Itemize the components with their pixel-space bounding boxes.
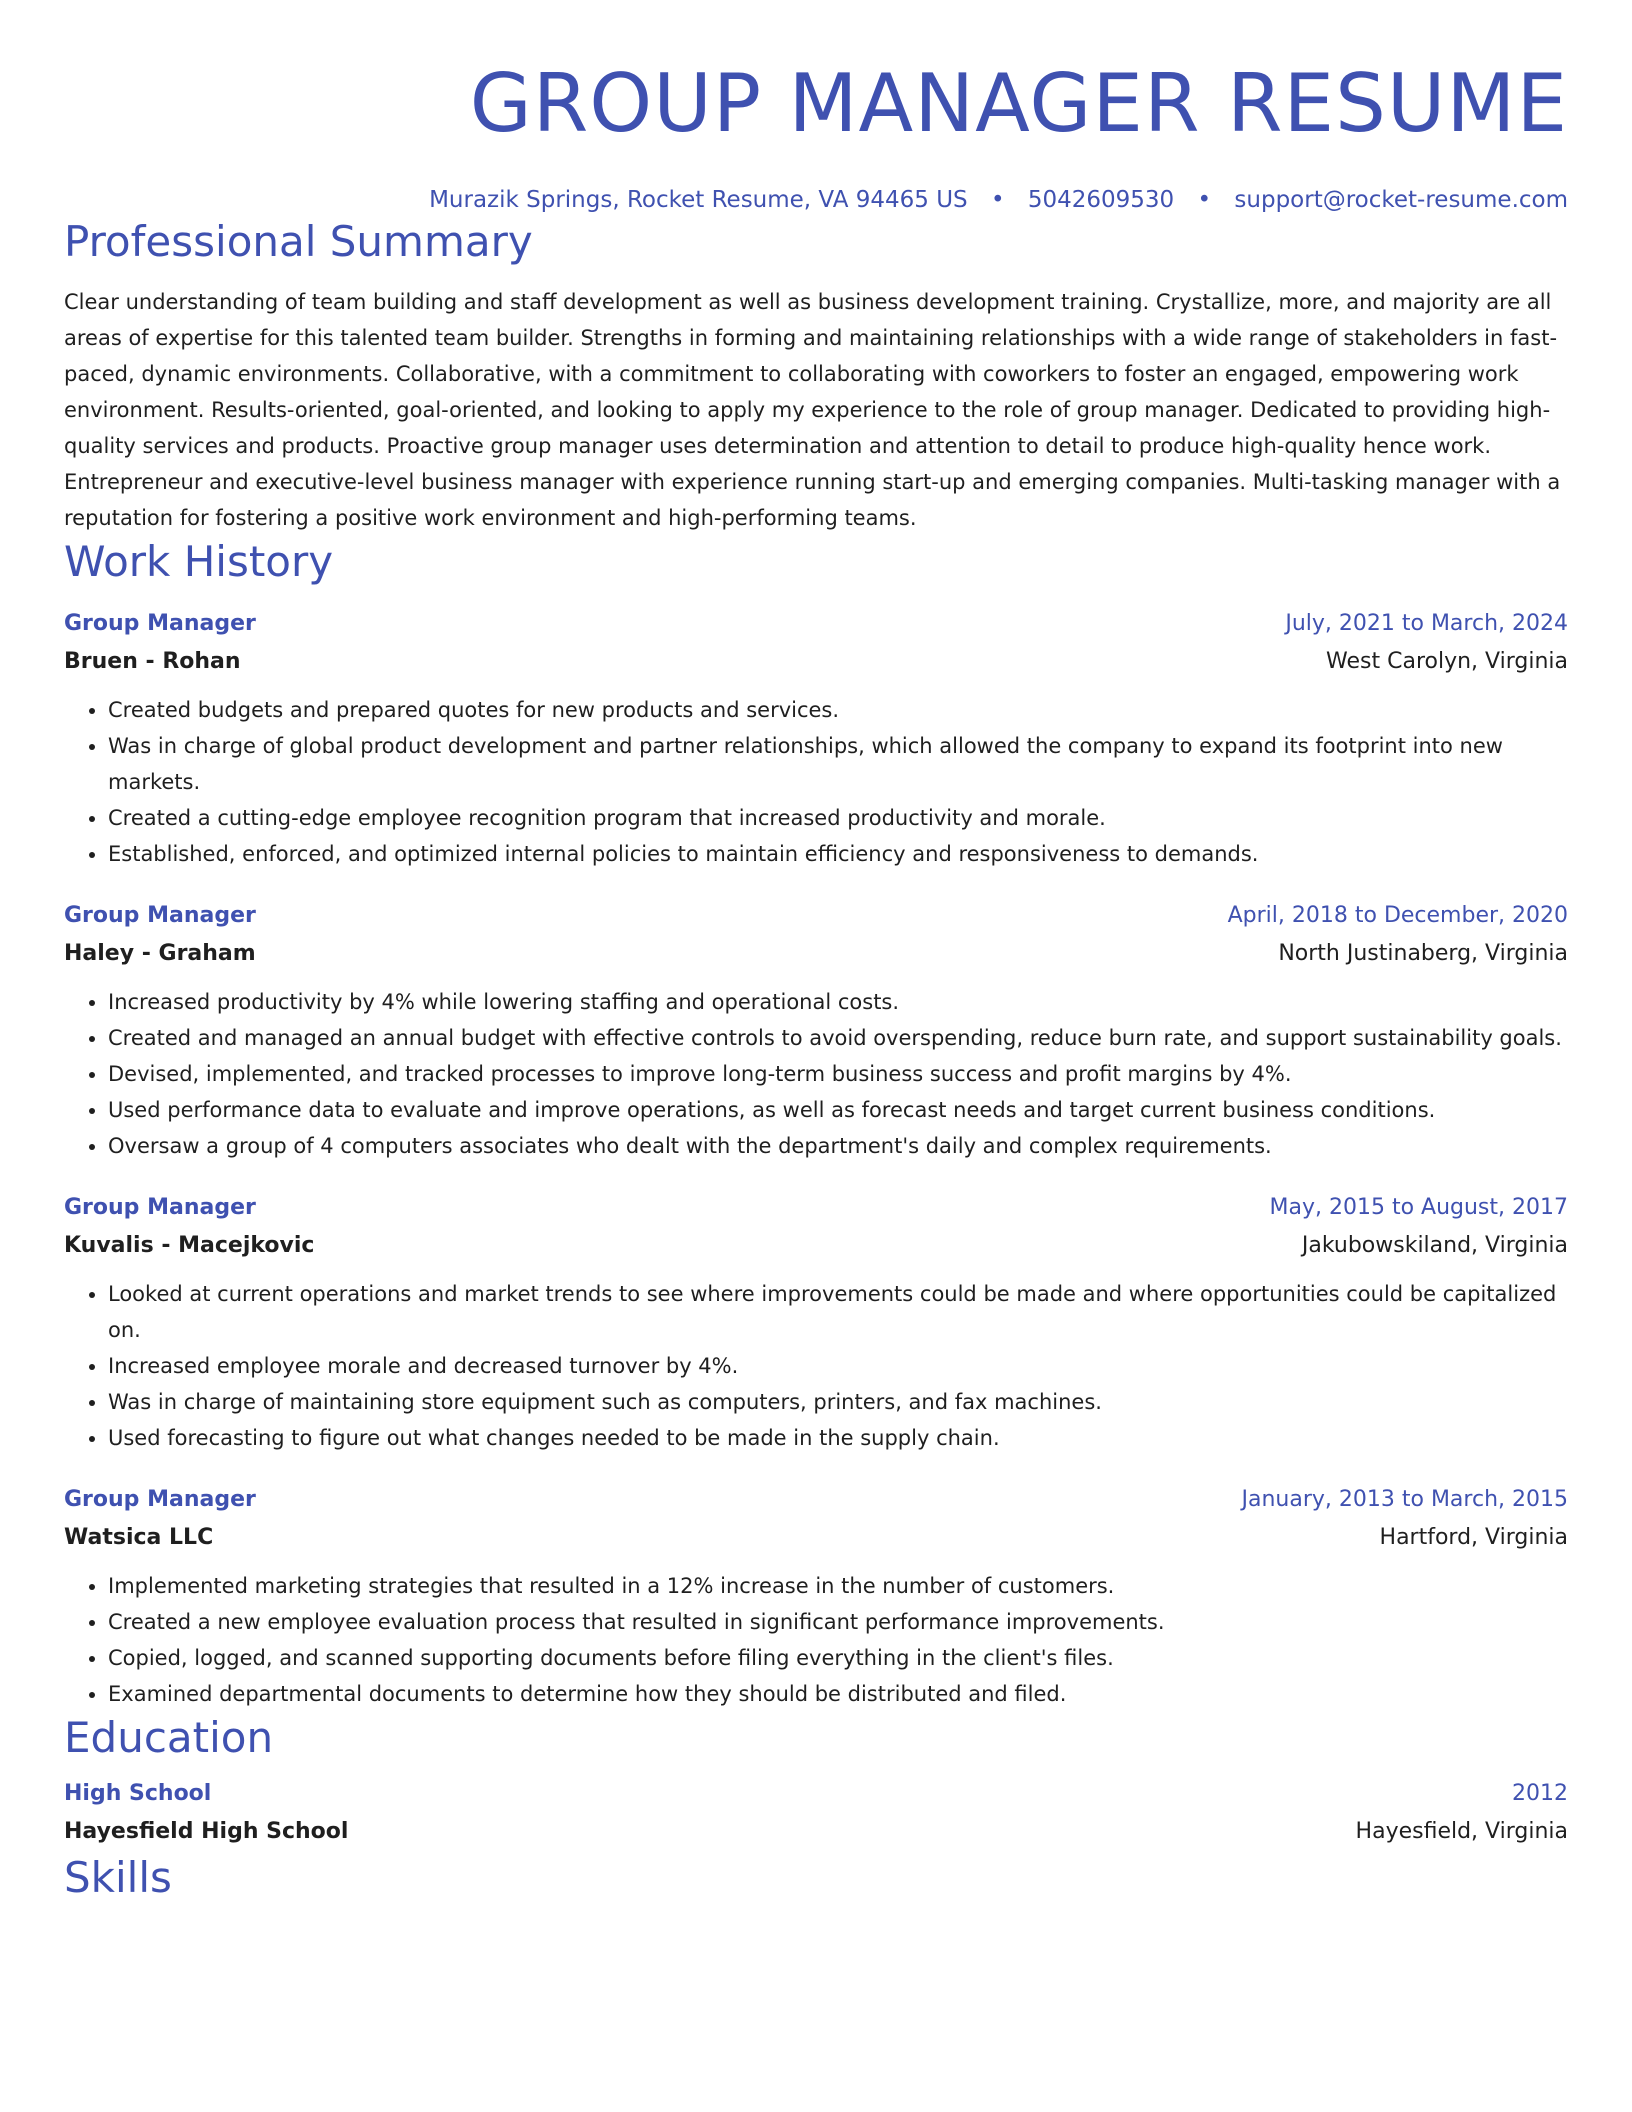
job-bullets xyxy=(64,692,1568,872)
job-dates: April, 2018 to December, 2020 xyxy=(1227,903,1568,928)
job-entry xyxy=(64,1482,1568,1712)
job-bullet: • Copied, logged, and scanned supporting documents before filing everything in the client's files. xyxy=(108,1640,1568,1676)
job-bullet: • Created a new employee evaluation process that resulted in significant performance improvements. xyxy=(108,1604,1568,1640)
job-location: West Carolyn, Virginia xyxy=(1326,649,1568,674)
graduation-year: 2012 xyxy=(1512,1781,1568,1806)
address: Murazik Springs, Rocket Resume, VA 94465 US xyxy=(429,187,968,213)
resume-title: GROUP MANAGER RESUME xyxy=(469,57,1568,150)
skills-heading: Skills xyxy=(64,1853,172,1902)
job-entry xyxy=(64,606,1568,872)
email: support@rocket-resume.com xyxy=(1234,187,1568,213)
job-location: Hartford, Virginia xyxy=(1379,1525,1568,1550)
contact-line xyxy=(64,184,1568,216)
job-list xyxy=(64,606,1568,1712)
employer: Watsica LLC xyxy=(64,1525,214,1550)
education-entry xyxy=(64,1776,1568,1852)
job-bullet: • Devised, implemented, and tracked processes to improve long-term business success and profit margins by 4%. xyxy=(108,1056,1568,1092)
job-bullets xyxy=(64,1276,1568,1456)
job-bullet: • Created and managed an annual budget with effective controls to avoid overspending, reduce burn rate, and support sustainability goals. xyxy=(108,1020,1568,1056)
separator: • xyxy=(1197,187,1212,213)
job-location: North Justinaberg, Virginia xyxy=(1278,941,1568,966)
job-bullet: • Created a cutting-edge employee recognition program that increased productivity and morale. xyxy=(108,800,1568,836)
job-bullet: • Increased productivity by 4% while lowering staffing and operational costs. xyxy=(108,984,1568,1020)
school-name: Hayesfield High School xyxy=(64,1819,349,1844)
job-entry xyxy=(64,1190,1568,1456)
education-heading: Education xyxy=(64,1713,274,1762)
summary-text: Clear understanding of team building and staff development as well as business development training. Crystallize, more, and majority are all areas of expertise for this talented team builder. Strengths in forming and maintaining relationships with a wide range of stakeholders in fast-paced, dynamic environments. Collaborative, with a commitment to collaborating with coworkers to foster an engaged, empowering work environment. Results-oriented, goal-oriented, and looking to apply my experience to the role of group manager. Dedicated to providing high-quality services and products. Proactive group manager uses determination and attention to detail to produce high-quality hence work. Entrepreneur and executive-level business manager with experience running start-up and emerging companies. Multi-tasking manager with a reputation for fostering a positive work environment and high-performing teams. xyxy=(64,290,1561,530)
summary-heading: Professional Summary xyxy=(64,217,533,266)
job-bullet: • Created budgets and prepared quotes for new products and services. xyxy=(108,692,1568,728)
job-dates: January, 2013 to March, 2015 xyxy=(1241,1487,1568,1512)
job-dates: July, 2021 to March, 2024 xyxy=(1285,611,1568,636)
job-bullet: • Was in charge of global product development and partner relationships, which allowed the company to expand its footprint into new markets. xyxy=(108,728,1568,800)
separator: • xyxy=(990,187,1005,213)
job-bullet: • Looked at current operations and market trends to see where improvements could be made and where opportunities could be capitalized on. xyxy=(108,1276,1568,1348)
job-dates: May, 2015 to August, 2017 xyxy=(1269,1195,1568,1220)
job-bullet: • Used forecasting to figure out what changes needed to be made in the supply chain. xyxy=(108,1420,1568,1456)
resume-header xyxy=(64,0,1568,216)
job-bullet: • Oversaw a group of 4 computers associates who dealt with the department's daily and complex requirements. xyxy=(108,1128,1568,1164)
work-history-heading: Work History xyxy=(64,537,334,586)
employer: Bruen - Rohan xyxy=(64,649,241,674)
phone: 5042609530 xyxy=(1027,187,1175,213)
job-bullet: • Increased employee morale and decreased turnover by 4%. xyxy=(108,1348,1568,1384)
job-bullet: • Established, enforced, and optimized internal policies to maintain efficiency and responsiveness to demands. xyxy=(108,836,1568,872)
job-title: Group Manager xyxy=(64,611,256,636)
job-title: Group Manager xyxy=(64,1195,256,1220)
job-bullets xyxy=(64,1568,1568,1712)
employer: Haley - Graham xyxy=(64,941,256,966)
job-title: Group Manager xyxy=(64,903,256,928)
job-bullet: • Was in charge of maintaining store equipment such as computers, printers, and fax machines. xyxy=(108,1384,1568,1420)
job-bullet: • Used performance data to evaluate and improve operations, as well as forecast needs and target current business conditions. xyxy=(108,1092,1568,1128)
job-entry xyxy=(64,898,1568,1164)
job-title: Group Manager xyxy=(64,1487,256,1512)
employer: Kuvalis - Macejkovic xyxy=(64,1233,315,1258)
job-location: Jakubowskiland, Virginia xyxy=(1301,1233,1568,1258)
resume-page xyxy=(64,0,1568,1904)
job-bullets xyxy=(64,984,1568,1164)
job-bullet: • Implemented marketing strategies that resulted in a 12% increase in the number of customers. xyxy=(108,1568,1568,1604)
school-location: Hayesfield, Virginia xyxy=(1355,1819,1568,1844)
degree: High School xyxy=(64,1781,212,1806)
job-bullet: • Examined departmental documents to determine how they should be distributed and filed. xyxy=(108,1676,1568,1712)
